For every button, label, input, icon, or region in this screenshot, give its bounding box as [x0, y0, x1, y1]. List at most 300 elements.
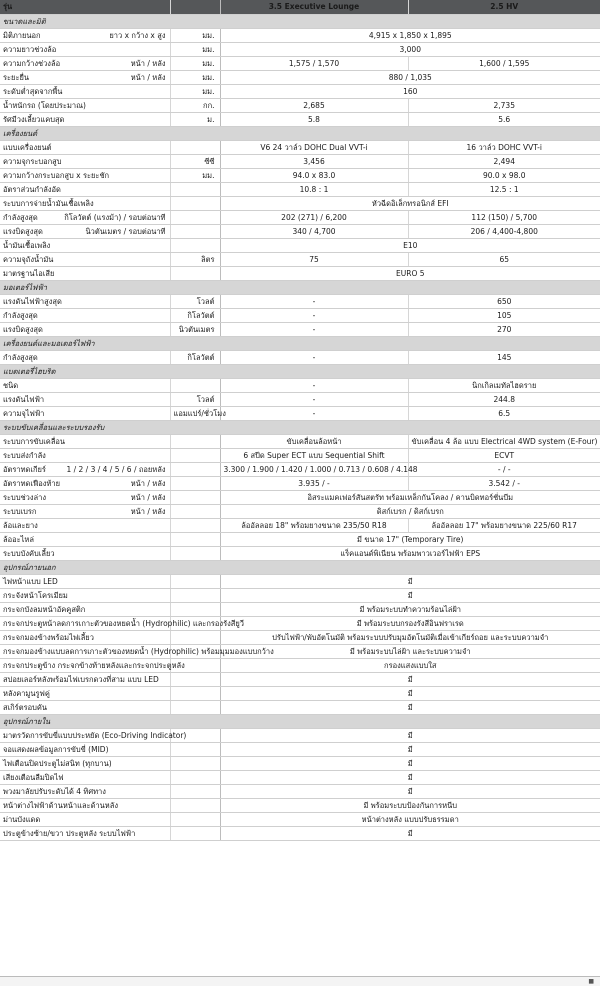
spec-value-hv: 112 (150) / 5,700 — [408, 210, 600, 224]
spec-row — [0, 406, 600, 420]
spec-label: ระบบส่งกำลัง — [3, 450, 46, 460]
spec-value-shared: มี — [220, 784, 600, 798]
spec-label: ระบบช่วงล่าง — [3, 492, 47, 502]
spec-value-hv: 5.6 — [408, 112, 600, 126]
spec-unit — [170, 546, 220, 560]
spec-row — [0, 392, 600, 406]
spec-row — [0, 350, 600, 364]
spec-label-cell — [0, 756, 170, 770]
spec-row — [0, 98, 600, 112]
spec-unit — [170, 518, 220, 532]
spec-sublabel: หน้า / หลัง — [130, 492, 166, 502]
spec-row — [0, 546, 600, 560]
spec-label: มาตรฐานไอเสีย — [3, 268, 55, 278]
spec-label-cell — [0, 490, 170, 504]
spec-row — [0, 700, 600, 714]
spec-row — [0, 238, 600, 252]
spec-label-cell — [0, 378, 170, 392]
spec-sublabel: 1 / 2 / 3 / 4 / 5 / 6 / ถอยหลัง — [66, 464, 166, 474]
spec-unit — [170, 196, 220, 210]
spec-label-cell — [0, 98, 170, 112]
section-heading-row — [0, 280, 600, 294]
spec-row — [0, 686, 600, 700]
spec-label: ระดับต่ำสุดจากพื้น — [3, 86, 63, 96]
spec-label-cell — [0, 700, 170, 714]
spec-value-shared: แร็คแอนด์พิเนียน พร้อมพาวเวอร์ไฟฟ้า EPS — [220, 546, 600, 560]
spec-value-executive-lounge: V6 24 วาล์ว DOHC Dual VVT-i — [220, 140, 408, 154]
spec-sublabel: หน้า / หลัง — [130, 478, 166, 488]
spec-label-cell — [0, 28, 170, 42]
spec-label-cell — [0, 546, 170, 560]
spec-value-executive-lounge: 202 (271) / 6,200 — [220, 210, 408, 224]
spec-row — [0, 728, 600, 742]
spec-label-cell — [0, 224, 170, 238]
spec-value-shared: EURO 5 — [220, 266, 600, 280]
spec-label-cell — [0, 322, 170, 336]
section-title: เครื่องยนต์ — [0, 126, 600, 140]
spec-row — [0, 630, 600, 644]
spec-value-executive-lounge: ล้ออัลลอย 18" พร้อมยางขนาด 235/50 R18 — [220, 518, 408, 532]
spec-unit: มม. — [170, 28, 220, 42]
spec-unit: ซีซี — [170, 154, 220, 168]
spec-row — [0, 56, 600, 70]
spec-sublabel: กิโลวัตต์ (แรงม้า) / รอบต่อนาที — [64, 212, 166, 222]
spec-row — [0, 658, 600, 672]
spec-label-cell — [0, 210, 170, 224]
spec-value-hv: 1,600 / 1,595 — [408, 56, 600, 70]
spec-unit — [170, 532, 220, 546]
spec-label: ระบบการจ่ายน้ำมันเชื้อเพลิง — [3, 198, 94, 208]
spec-label-cell — [0, 266, 170, 280]
spec-row — [0, 756, 600, 770]
spec-label: แบบเครื่องยนต์ — [3, 142, 52, 152]
spec-label: จอแสดงผลข้อมูลการขับขี่ (MID) — [3, 744, 109, 754]
header-model-label: รุ่น — [0, 0, 170, 14]
spec-label-cell — [0, 672, 170, 686]
spec-label-cell — [0, 308, 170, 322]
spec-label-cell — [0, 826, 170, 840]
spec-row — [0, 490, 600, 504]
spec-label-cell — [0, 686, 170, 700]
spec-label: อัตราส่วนกำลังอัด — [3, 184, 61, 194]
spec-row — [0, 28, 600, 42]
spec-unit: ลิตร — [170, 252, 220, 266]
spec-value-shared: มี ขนาด 17" (Temporary Tire) — [220, 532, 600, 546]
spec-label: หลังคามูนรูฟคู่ — [3, 688, 50, 698]
spec-row — [0, 462, 600, 476]
spec-row — [0, 742, 600, 756]
spec-label-cell — [0, 294, 170, 308]
spec-label: ล้อและยาง — [3, 520, 38, 530]
spec-label: น้ำหนักรถ (โดยประมาณ) — [3, 100, 86, 110]
spec-row — [0, 84, 600, 98]
spec-unit — [170, 224, 220, 238]
spec-row — [0, 448, 600, 462]
spec-row — [0, 798, 600, 812]
spec-label-cell — [0, 532, 170, 546]
spec-row — [0, 112, 600, 126]
spec-sublabel: หน้า / หลัง — [130, 72, 166, 82]
spec-unit — [170, 574, 220, 588]
spec-value-shared: หน้าต่างหลัง แบบปรับธรรมดา — [220, 812, 600, 826]
spec-row — [0, 770, 600, 784]
spec-row — [0, 140, 600, 154]
spec-value-hv: ล้ออัลลอย 17" พร้อมยางขนาด 225/60 R17 — [408, 518, 600, 532]
spec-value-hv: 2,735 — [408, 98, 600, 112]
spec-label-cell — [0, 112, 170, 126]
spec-unit — [170, 700, 220, 714]
spec-value-shared: มี — [220, 700, 600, 714]
spec-value-shared: มี — [220, 574, 600, 588]
spec-value-executive-lounge: ขับเคลื่อนล้อหน้า — [220, 434, 408, 448]
section-heading-row — [0, 336, 600, 350]
section-heading-row — [0, 126, 600, 140]
spec-row — [0, 378, 600, 392]
spec-unit — [170, 686, 220, 700]
spec-row — [0, 308, 600, 322]
spec-value-shared: 880 / 1,035 — [220, 70, 600, 84]
spec-label: กระจกบังลมหน้าอัคคูสติก — [3, 604, 86, 614]
spec-label: มาตรวัดการขับขี่แบบประหยัด (Eco-Driving Indicator) — [3, 730, 187, 740]
header-row — [0, 0, 600, 14]
spec-value-shared: มี พร้อมระบบกรองรังสีอินฟราเรด — [220, 616, 600, 630]
section-title: แบตเตอรี่ไฮบริด — [0, 364, 600, 378]
spec-label-cell — [0, 518, 170, 532]
spec-label-cell — [0, 476, 170, 490]
spec-value-executive-lounge: 2,685 — [220, 98, 408, 112]
section-heading-row — [0, 714, 600, 728]
section-heading-row — [0, 420, 600, 434]
spec-row — [0, 70, 600, 84]
spec-label: กระจกประตูหน้าลดการเกาะตัวของหยดน้ำ (Hydrophilic) และกรองรังสียูวี — [3, 618, 244, 628]
spec-unit — [170, 462, 220, 476]
spec-label: ไฟหน้าแบบ LED — [3, 576, 58, 586]
spec-label-cell — [0, 630, 170, 644]
spec-sublabel: หน้า / หลัง — [130, 58, 166, 68]
spec-sublabel: นิวตันเมตร / รอบต่อนาที — [85, 226, 166, 236]
spec-value-shared: มี พร้อมระบบไล่ฝ้า และระบบความจำ — [220, 644, 600, 658]
spec-value-shared: E10 — [220, 238, 600, 252]
spec-label: เสียงเตือนลืมปิดไฟ — [3, 772, 64, 782]
spec-label: ไฟเตือนปิดประตูไม่สนิท (ทุกบาน) — [3, 758, 112, 768]
spec-value-hv: 145 — [408, 350, 600, 364]
spec-label: ชนิด — [3, 380, 19, 390]
spec-value-shared: กรองแสงแบบใส — [220, 658, 600, 672]
spec-label: อัตราทดเกียร์ — [3, 464, 46, 474]
spec-unit — [170, 756, 220, 770]
spec-value-hv: 244.8 — [408, 392, 600, 406]
spec-label: ความยาวช่วงล้อ — [3, 44, 57, 54]
spec-label-cell — [0, 238, 170, 252]
spec-label: แรงดันไฟฟ้า — [3, 394, 45, 404]
spec-label-cell — [0, 574, 170, 588]
spec-row — [0, 434, 600, 448]
spec-value-executive-lounge: - — [220, 350, 408, 364]
spec-value-hv: 2,494 — [408, 154, 600, 168]
spec-row — [0, 518, 600, 532]
spec-unit — [170, 448, 220, 462]
spec-label-cell — [0, 504, 170, 518]
spec-row — [0, 784, 600, 798]
spec-unit — [170, 490, 220, 504]
spec-label: ความจุไฟฟ้า — [3, 408, 45, 418]
spec-unit: โวลต์ — [170, 392, 220, 406]
spec-value-executive-lounge: 340 / 4,700 — [220, 224, 408, 238]
spec-label-cell — [0, 182, 170, 196]
spec-label: แรงบิดสูงสุด — [3, 226, 43, 236]
spec-label-cell — [0, 168, 170, 182]
spec-label: กระจกมองข้างพร้อมไฟเลี้ยว — [3, 632, 94, 642]
spec-label: กระจังหน้าโครเมียม — [3, 590, 68, 600]
spec-unit — [170, 210, 220, 224]
spec-row — [0, 322, 600, 336]
spec-value-executive-lounge: 75 — [220, 252, 408, 266]
spec-value-executive-lounge: 10.8 : 1 — [220, 182, 408, 196]
spec-value-shared: 4,915 x 1,850 x 1,895 — [220, 28, 600, 42]
spec-row — [0, 574, 600, 588]
spec-unit — [170, 588, 220, 602]
spec-row — [0, 266, 600, 280]
spec-value-shared: มี พร้อมระบบทำความร้อนไล่ฝ้า — [220, 602, 600, 616]
spec-label: แรงบิดสูงสุด — [3, 324, 43, 334]
spec-row — [0, 672, 600, 686]
spec-value-shared: อิสระแมคเฟอร์สันสตรัท พร้อมเหล็กกันโคลง / คานบิดทอร์ชั่นบีม — [220, 490, 600, 504]
spec-label: กระจกมองข้างแบบลดการเกาะตัวของหยดน้ำ (Hydrophilic) พร้อมมุมมองแบบกว้าง — [3, 646, 274, 656]
spec-unit — [170, 784, 220, 798]
section-title: มอเตอร์ไฟฟ้า — [0, 280, 600, 294]
spec-label: กำลังสูงสุด — [3, 310, 38, 320]
spec-value-executive-lounge: 3.300 / 1.900 / 1.420 / 1.000 / 0.713 / 0.608 / 4.148 — [220, 462, 408, 476]
spec-value-shared: มี — [220, 686, 600, 700]
spec-row — [0, 588, 600, 602]
spec-unit — [170, 238, 220, 252]
spec-unit: มม. — [170, 70, 220, 84]
spec-value-executive-lounge: - — [220, 378, 408, 392]
section-heading-row — [0, 364, 600, 378]
spec-unit — [170, 798, 220, 812]
spec-value-shared: มี — [220, 770, 600, 784]
spec-label-cell — [0, 462, 170, 476]
spec-row — [0, 182, 600, 196]
section-title: เครื่องยนต์และมอเตอร์ไฟฟ้า — [0, 336, 600, 350]
spec-label: กระจกประตูข้าง กระจกข้างท้ายหลังและกระจกประตูหลัง — [3, 660, 185, 670]
spec-label-cell — [0, 56, 170, 70]
spec-row — [0, 602, 600, 616]
spec-value-hv: 16 วาล์ว DOHC VVT-i — [408, 140, 600, 154]
spec-label-cell — [0, 616, 244, 630]
spec-unit — [170, 826, 220, 840]
spec-value-hv: 206 / 4,400-4,800 — [408, 224, 600, 238]
spec-value-executive-lounge: 94.0 x 83.0 — [220, 168, 408, 182]
spec-label-cell — [0, 154, 170, 168]
spec-label-cell — [0, 196, 170, 210]
header-unit-cell — [170, 0, 220, 14]
spec-unit — [170, 672, 220, 686]
spec-label: ความกว้างช่วงล้อ — [3, 58, 61, 68]
spec-label-cell — [0, 70, 170, 84]
spec-label-cell — [0, 728, 187, 742]
spec-value-shared: หัวฉีดอิเล็กทรอนิกส์ EFI — [220, 196, 600, 210]
spec-label: สปอยเลอร์หลังพร้อมไฟเบรกดวงที่สาม แบบ LED — [3, 674, 159, 684]
spec-row — [0, 210, 600, 224]
spec-label: หน้าต่างไฟฟ้าด้านหน้าและด้านหลัง — [3, 800, 118, 810]
spec-label: ประตูข้างซ้าย/ขวา ประตูหลัง ระบบไฟฟ้า — [3, 828, 136, 838]
spec-unit: กิโลวัตต์ — [170, 308, 220, 322]
spec-unit — [170, 476, 220, 490]
spec-row — [0, 532, 600, 546]
spec-value-hv: 270 — [408, 322, 600, 336]
spec-unit — [170, 140, 220, 154]
spec-sublabel: ยาว x กว้าง x สูง — [109, 30, 166, 40]
spec-unit — [170, 630, 220, 644]
spec-label-cell — [0, 406, 170, 420]
spec-value-shared: 160 — [220, 84, 600, 98]
spec-value-hv: 6.5 — [408, 406, 600, 420]
spec-label: รัศมีวงเลี้ยวแคบสุด — [3, 114, 65, 124]
spec-unit: มม. — [170, 168, 220, 182]
spec-unit — [170, 812, 220, 826]
section-title: ระบบขับเคลื่อนและระบบรองรับ — [0, 420, 600, 434]
spec-unit: กก. — [170, 98, 220, 112]
spec-value-shared: มี — [220, 672, 600, 686]
spec-value-executive-lounge: 1,575 / 1,570 — [220, 56, 408, 70]
spec-unit — [170, 770, 220, 784]
spec-label: ระยะยื่น — [3, 72, 30, 82]
spec-value-hv: ECVT — [408, 448, 600, 462]
spec-value-shared: มี พร้อมระบบป้องกันการหนีบ — [220, 798, 600, 812]
spec-value-hv: 105 — [408, 308, 600, 322]
spec-value-hv: 90.0 x 98.0 — [408, 168, 600, 182]
spec-label: อัตราทดเฟืองท้าย — [3, 478, 61, 488]
spec-unit: มม. — [170, 42, 220, 56]
page-marker: ■ — [588, 978, 594, 985]
spec-label-cell — [0, 742, 170, 756]
spec-label: พวงมาลัยปรับระดับได้ 4 ทิศทาง — [3, 786, 106, 796]
spec-value-shared: ปรับไฟฟ้า/พับอัตโนมัติ พร้อมระบบปรับมุมอัตโนมัติเมื่อเข้าเกียร์ถอย และระบบความจำ — [220, 630, 600, 644]
spec-label-cell — [0, 350, 170, 364]
spec-value-executive-lounge: 6 สปีด Super ECT แบบ Sequential Shift — [220, 448, 408, 462]
spec-label-cell — [0, 448, 170, 462]
spec-value-executive-lounge: 3,456 — [220, 154, 408, 168]
spec-label-cell — [0, 644, 274, 658]
spec-unit — [170, 434, 220, 448]
spec-label: ความจุกระบอกสูบ — [3, 156, 62, 166]
spec-value-shared: ดิสก์เบรก / ดิสก์เบรก — [220, 504, 600, 518]
spec-unit — [170, 742, 220, 756]
spec-row — [0, 616, 600, 630]
spec-unit: แอมแปร์/ชั่วโมง — [170, 406, 220, 420]
spec-label: กำลังสูงสุด — [3, 212, 38, 222]
spec-label: ล้ออะไหล่ — [3, 534, 34, 544]
spec-label-cell — [0, 770, 170, 784]
spec-label: ความกว้างกระบอกสูบ x ระยะชัก — [3, 170, 110, 180]
spec-unit — [170, 266, 220, 280]
spec-unit — [170, 378, 220, 392]
spec-unit — [170, 602, 220, 616]
spec-row — [0, 826, 600, 840]
spec-row — [0, 476, 600, 490]
section-title: ขนาดและมิติ — [0, 14, 600, 28]
spec-value-executive-lounge: 3.935 / - — [220, 476, 408, 490]
spec-row — [0, 644, 600, 658]
spec-label-cell — [0, 658, 185, 672]
spec-label-cell — [0, 784, 170, 798]
spec-value-shared: มี — [220, 826, 600, 840]
spec-label-cell — [0, 798, 170, 812]
spec-row — [0, 252, 600, 266]
spec-value-hv: นิกเกิลเมทัลไฮดราย — [408, 378, 600, 392]
spec-value-hv: 12.5 : 1 — [408, 182, 600, 196]
spec-value-shared: มี — [220, 588, 600, 602]
spec-value-shared: 3,000 — [220, 42, 600, 56]
section-heading-row — [0, 14, 600, 28]
spec-unit: มม. — [170, 56, 220, 70]
spec-label: ความจุถังน้ำมัน — [3, 254, 54, 264]
spec-label-cell — [0, 42, 170, 56]
spec-row — [0, 168, 600, 182]
spec-label: ม่านบังแดด — [3, 814, 41, 824]
spec-value-hv: 65 — [408, 252, 600, 266]
spec-unit: ม. — [170, 112, 220, 126]
spec-label-cell — [0, 252, 170, 266]
spec-label-cell — [0, 588, 170, 602]
spec-label: ระบบบังคับเลี้ยว — [3, 548, 55, 558]
spec-label: แรงดันไฟฟ้าสูงสุด — [3, 296, 62, 306]
spec-value-executive-lounge: - — [220, 406, 408, 420]
spec-value-executive-lounge: - — [220, 308, 408, 322]
spec-value-executive-lounge: 5.8 — [220, 112, 408, 126]
spec-row — [0, 42, 600, 56]
spec-value-shared: มี — [220, 756, 600, 770]
spec-label-cell — [0, 392, 170, 406]
spec-label-cell — [0, 602, 170, 616]
spec-label-cell — [0, 812, 170, 826]
spec-label: น้ำมันเชื้อเพลิง — [3, 240, 51, 250]
spec-row — [0, 154, 600, 168]
spec-label-cell — [0, 140, 170, 154]
header-col-hv: 2.5 HV — [408, 0, 600, 14]
header-col-executive-lounge: 3.5 Executive Lounge — [220, 0, 408, 14]
spec-unit: โวลต์ — [170, 294, 220, 308]
spec-label: ระบบเบรก — [3, 506, 37, 516]
section-heading-row — [0, 560, 600, 574]
spec-sublabel: หน้า / หลัง — [130, 506, 166, 516]
section-title: อุปกรณ์ภายใน — [0, 714, 600, 728]
spec-unit: นิวตันเมตร — [170, 322, 220, 336]
spec-row — [0, 294, 600, 308]
spec-row — [0, 224, 600, 238]
spec-value-executive-lounge: - — [220, 294, 408, 308]
spec-row — [0, 812, 600, 826]
spec-label: กำลังสูงสุด — [3, 352, 38, 362]
section-title: อุปกรณ์ภายนอก — [0, 560, 600, 574]
spec-label: ระบบการขับเคลื่อน — [3, 436, 66, 446]
spec-value-shared: มี — [220, 728, 600, 742]
spec-unit: กิโลวัตต์ — [170, 350, 220, 364]
spec-value-hv: 650 — [408, 294, 600, 308]
spec-unit — [170, 504, 220, 518]
spec-label-cell — [0, 434, 170, 448]
spec-value-hv: 3.542 / - — [408, 476, 600, 490]
spec-row — [0, 196, 600, 210]
spec-label: มิติภายนอก — [3, 30, 41, 40]
spec-unit: มม. — [170, 84, 220, 98]
spec-value-executive-lounge: - — [220, 322, 408, 336]
spec-label: สเกิร์ตรอบคัน — [3, 702, 48, 712]
spec-label-cell — [0, 84, 170, 98]
spec-value-executive-lounge: - — [220, 392, 408, 406]
spec-unit — [170, 182, 220, 196]
